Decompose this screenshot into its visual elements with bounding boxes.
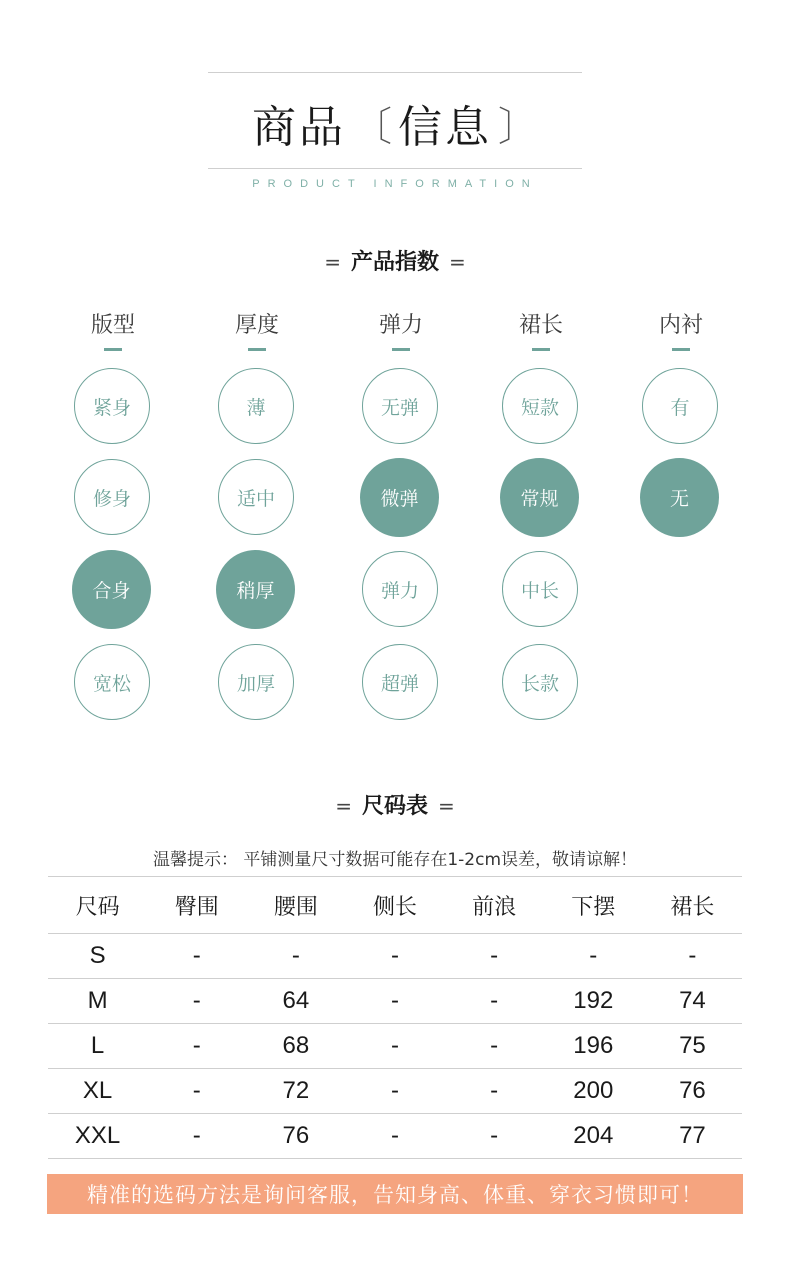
- index-column-label: 版型: [90, 313, 135, 338]
- index-column-underline: [672, 348, 690, 351]
- index-column-underline: [392, 348, 410, 351]
- table-row: [48, 934, 742, 979]
- table-row: [48, 1069, 742, 1114]
- product-index-heading: = 产品指数 =: [324, 250, 466, 275]
- size-table-cell: XL: [48, 1069, 147, 1114]
- index-column-label: 裙长: [518, 313, 563, 338]
- size-table-cell: -: [147, 1024, 246, 1069]
- index-option-selected: 稍厚: [216, 550, 295, 629]
- size-table-cell: 75: [643, 1024, 742, 1069]
- size-table-cell: -: [544, 934, 643, 979]
- index-column: [197, 312, 317, 695]
- index-option: 加厚: [218, 644, 294, 720]
- size-table-cell: -: [445, 979, 544, 1024]
- size-table-header-cell: 尺码: [48, 877, 147, 934]
- size-table-cell: -: [345, 1024, 444, 1069]
- index-option: 宽松: [74, 644, 150, 720]
- table-row: [48, 1114, 742, 1159]
- size-table-header-cell: 侧长: [345, 877, 444, 934]
- size-table-cell: 204: [544, 1114, 643, 1159]
- index-column-label: 厚度: [234, 313, 279, 338]
- size-table-cell: XXL: [48, 1114, 147, 1159]
- table-row: [48, 1024, 742, 1069]
- size-table-cell: -: [445, 934, 544, 979]
- size-table-cell: L: [48, 1024, 147, 1069]
- index-column-label: 弹力: [378, 313, 423, 338]
- index-option: 紧身: [74, 368, 150, 444]
- size-table-cell: S: [48, 934, 147, 979]
- index-option: 短款: [502, 368, 578, 444]
- index-column: [53, 312, 173, 695]
- size-table-cell: -: [643, 934, 742, 979]
- size-table-header-cell: 腰围: [246, 877, 345, 934]
- title-bottom-divider: [208, 168, 582, 169]
- size-table-cell: -: [345, 934, 444, 979]
- size-table-cell: 68: [246, 1024, 345, 1069]
- size-table-cell: 77: [643, 1114, 742, 1159]
- size-table-cell: 72: [246, 1069, 345, 1114]
- size-table-cell: M: [48, 979, 147, 1024]
- size-table-cell: -: [147, 1069, 246, 1114]
- page-subtitle: PRODUCT INFORMATION: [252, 178, 538, 190]
- index-option: 适中: [218, 459, 294, 535]
- size-table-cell: -: [147, 1114, 246, 1159]
- size-table-cell: 192: [544, 979, 643, 1024]
- size-table-header-cell: 裙长: [643, 877, 742, 934]
- index-column: [621, 312, 741, 510]
- size-table-cell: -: [345, 1114, 444, 1159]
- size-table-cell: -: [345, 1069, 444, 1114]
- size-table-cell: -: [445, 1024, 544, 1069]
- index-column-underline: [248, 348, 266, 351]
- index-option: 中长: [502, 551, 578, 627]
- size-table-cell: 64: [246, 979, 345, 1024]
- index-column-underline: [532, 348, 550, 351]
- title-bracket-close: 〕: [498, 103, 538, 150]
- title-top-divider: [208, 72, 582, 73]
- size-table-body: [48, 934, 742, 1159]
- size-table-cell: -: [445, 1114, 544, 1159]
- title-part-1: 商品: [252, 102, 346, 153]
- size-table-cell: -: [147, 934, 246, 979]
- index-column-label: 内衬: [658, 313, 703, 338]
- size-table-cell: -: [345, 979, 444, 1024]
- size-advice-banner: 精准的选码方法是询问客服，告知身高、体重、穿衣习惯即可！: [47, 1174, 743, 1214]
- table-row: [48, 979, 742, 1024]
- index-column-underline: [104, 348, 122, 351]
- index-option: 长款: [502, 644, 578, 720]
- size-table-cell: 196: [544, 1024, 643, 1069]
- index-option-selected: 合身: [72, 550, 151, 629]
- index-option-selected: 常规: [500, 458, 579, 537]
- index-option: 有: [642, 368, 718, 444]
- title-part-2: 信息: [398, 102, 492, 153]
- index-option-selected: 微弹: [360, 458, 439, 537]
- size-table-cell: 76: [246, 1114, 345, 1159]
- index-option-selected: 无: [640, 458, 719, 537]
- size-table-cell: -: [147, 979, 246, 1024]
- size-table-header-cell: 前浪: [445, 877, 544, 934]
- page-title: [0, 92, 790, 154]
- size-table: [48, 876, 742, 1159]
- size-table-header-cell: 下摆: [544, 877, 643, 934]
- size-table-cell: -: [445, 1069, 544, 1114]
- size-table-cell: 200: [544, 1069, 643, 1114]
- size-table-cell: -: [246, 934, 345, 979]
- title-bracket-open: 〔: [352, 103, 392, 150]
- index-column: [341, 312, 461, 695]
- index-option: 修身: [74, 459, 150, 535]
- index-column: [481, 312, 601, 695]
- index-option: 弹力: [362, 551, 438, 627]
- index-option: 薄: [218, 368, 294, 444]
- index-option: 无弹: [362, 368, 438, 444]
- size-table-cell: 76: [643, 1069, 742, 1114]
- size-table-header-row: [48, 877, 742, 934]
- index-option: 超弹: [362, 644, 438, 720]
- size-table-cell: 74: [643, 979, 742, 1024]
- measurement-tip: 温馨提示： 平铺测量尺寸数据可能存在1-2cm误差，敬请谅解！: [152, 850, 638, 870]
- size-table-header-cell: 臀围: [147, 877, 246, 934]
- size-chart-heading: = 尺码表 =: [335, 794, 455, 819]
